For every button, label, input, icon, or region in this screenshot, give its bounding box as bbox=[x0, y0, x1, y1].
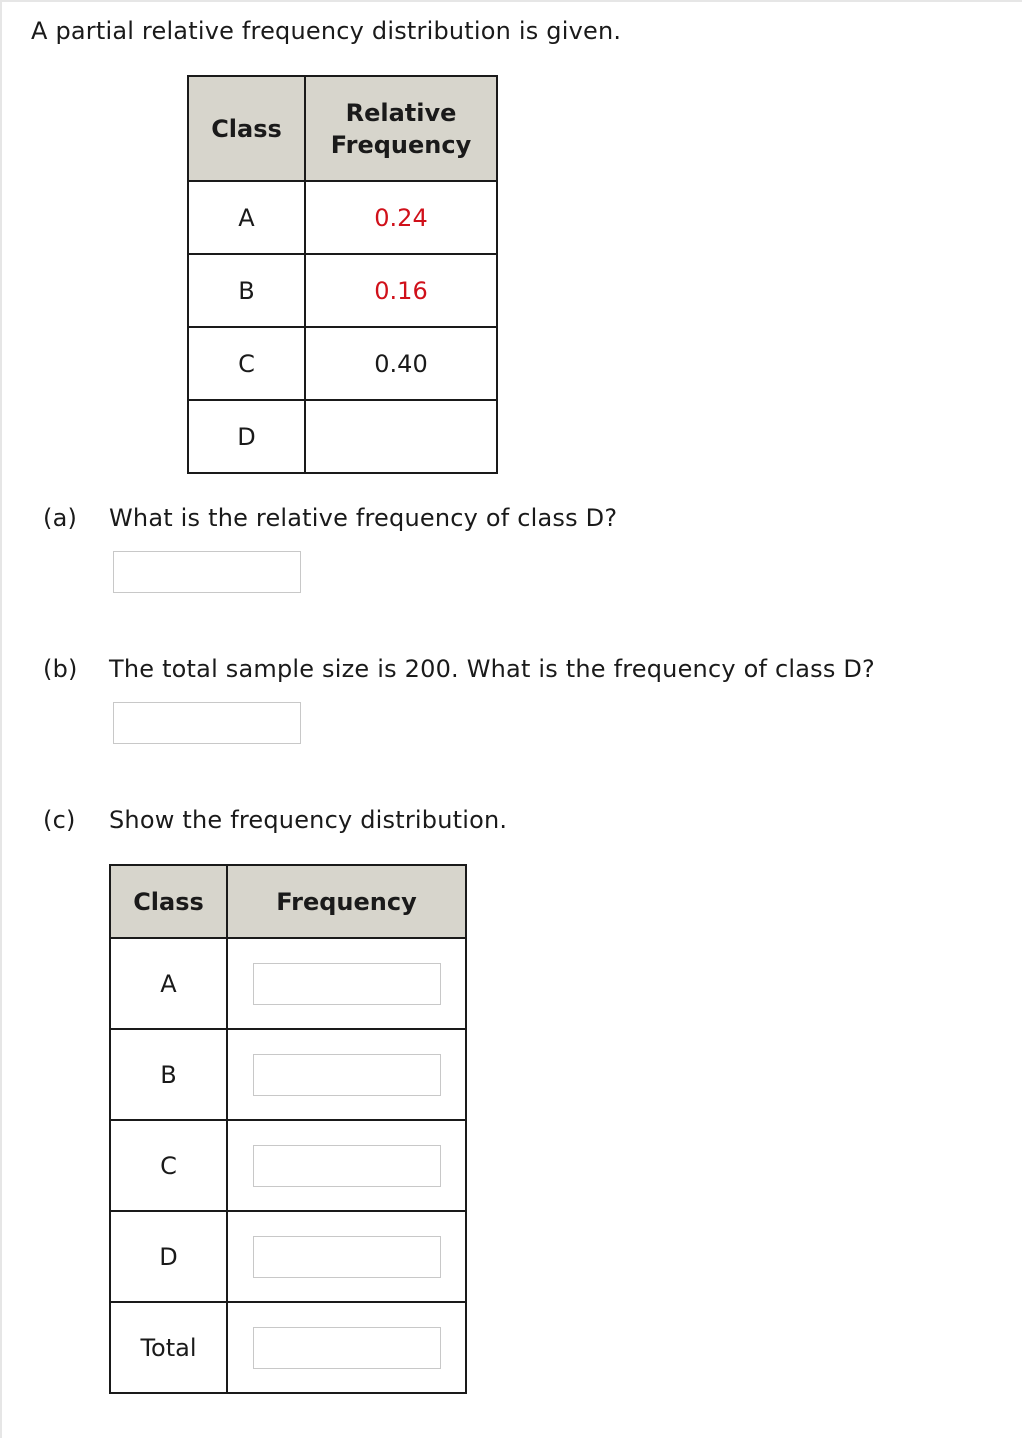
class-header: Class bbox=[188, 76, 305, 181]
question-c-text: Show the frequency distribution. bbox=[109, 806, 508, 834]
question-b-label: (b) bbox=[43, 655, 78, 683]
class-cell: C bbox=[110, 1120, 227, 1211]
question-a bbox=[43, 504, 617, 532]
frequency-a-input[interactable] bbox=[253, 963, 441, 1005]
table-header-row bbox=[110, 865, 466, 938]
frequency-cell bbox=[227, 1302, 466, 1393]
relative-frequency-cell: 0.24 bbox=[305, 181, 497, 254]
question-c-label: (c) bbox=[43, 806, 76, 834]
class-cell: D bbox=[110, 1211, 227, 1302]
frequency-cell bbox=[227, 1211, 466, 1302]
table-header-row bbox=[188, 76, 497, 181]
question-a-label: (a) bbox=[43, 504, 78, 532]
class-cell: Total bbox=[110, 1302, 227, 1393]
relative-frequency-cell bbox=[305, 400, 497, 473]
question-c bbox=[43, 806, 507, 834]
intro-text: A partial relative frequency distribution is given. bbox=[31, 17, 622, 45]
frequency-d-input[interactable] bbox=[253, 1236, 441, 1278]
answer-b-input[interactable] bbox=[113, 702, 301, 744]
frequency-cell bbox=[227, 1120, 466, 1211]
question-b-text: The total sample size is 200. What is the frequency of class D? bbox=[109, 655, 875, 683]
class-header: Class bbox=[110, 865, 227, 938]
table-row bbox=[110, 1029, 466, 1120]
relative-frequency-table bbox=[187, 75, 498, 474]
relative-frequency-cell: 0.16 bbox=[305, 254, 497, 327]
frequency-c-input[interactable] bbox=[253, 1145, 441, 1187]
table-row bbox=[110, 1302, 466, 1393]
table-row bbox=[188, 254, 497, 327]
class-cell: D bbox=[188, 400, 305, 473]
question-a-text: What is the relative frequency of class D? bbox=[109, 504, 618, 532]
table-row bbox=[188, 327, 497, 400]
relative-frequency-header: Relative Frequency bbox=[305, 76, 497, 181]
frequency-table bbox=[109, 864, 467, 1394]
class-cell: A bbox=[110, 938, 227, 1029]
table-row bbox=[110, 1211, 466, 1302]
class-cell: B bbox=[188, 254, 305, 327]
relative-frequency-cell: 0.40 bbox=[305, 327, 497, 400]
table-row bbox=[188, 181, 497, 254]
class-cell: A bbox=[188, 181, 305, 254]
class-cell: B bbox=[110, 1029, 227, 1120]
frequency-cell bbox=[227, 1029, 466, 1120]
question-b bbox=[43, 655, 875, 683]
table-row bbox=[110, 938, 466, 1029]
frequency-cell bbox=[227, 938, 466, 1029]
table-row bbox=[110, 1120, 466, 1211]
class-cell: C bbox=[188, 327, 305, 400]
answer-a-input[interactable] bbox=[113, 551, 301, 593]
frequency-total-input[interactable] bbox=[253, 1327, 441, 1369]
frequency-header: Frequency bbox=[227, 865, 466, 938]
frequency-b-input[interactable] bbox=[253, 1054, 441, 1096]
table-row bbox=[188, 400, 497, 473]
